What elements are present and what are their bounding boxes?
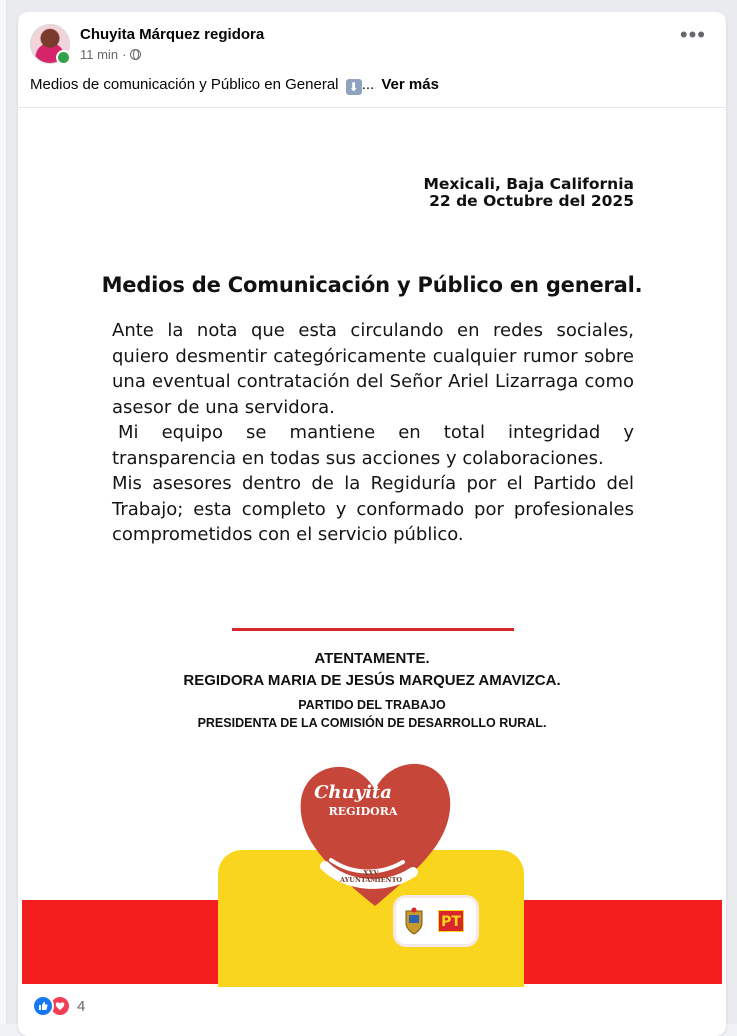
signature-name: REGIDORA MARIA DE JESÚS MARQUEZ AMAVIZCA. bbox=[183, 672, 561, 689]
brand-name: Chuyita bbox=[314, 782, 392, 803]
signature-role: PRESIDENTA DE LA COMISIÓN DE DESARROLLO RURAL. bbox=[197, 716, 547, 730]
post-text bbox=[30, 76, 439, 95]
globe-icon[interactable] bbox=[130, 49, 141, 60]
post-meta bbox=[80, 47, 141, 62]
signature-party: PARTIDO DEL TRABAJO bbox=[298, 698, 446, 712]
body-paragraph: Mi equipo se mantiene en total integridad y transparencia en todas sus acciones y colaboraciones. bbox=[112, 422, 634, 469]
like-icon bbox=[32, 995, 54, 1017]
municipal-crest-icon bbox=[404, 907, 424, 935]
body-paragraph: Ante la nota que esta circulando en redes sociales, quiero desmentir categóricamente cualquier rumor sobre una eventual contratación del Señor Ariel Lizarraga como asesor de una servidora. bbox=[112, 320, 634, 418]
place-date-block bbox=[423, 176, 634, 210]
post-time[interactable]: 11 min bbox=[80, 47, 119, 62]
post-card bbox=[18, 12, 726, 1036]
brand-term bbox=[336, 870, 406, 884]
body-paragraph: Mis asesores dentro de la Regiduría por el Partido del Trabajo; esta completo y conformado por profesionales comprometidos con el servicio público. bbox=[112, 473, 634, 545]
post-footer bbox=[18, 987, 726, 1027]
more-options-icon[interactable]: ••• bbox=[679, 22, 706, 47]
logo-badge bbox=[396, 898, 476, 944]
place-text: Mexicali, Baja California bbox=[423, 175, 634, 193]
down-arrow-emoji-icon: ⬇ bbox=[346, 79, 362, 95]
post-image[interactable] bbox=[18, 107, 726, 988]
heart-logo-icon bbox=[295, 756, 455, 908]
author-name[interactable]: Chuyita Márquez regidora bbox=[80, 26, 265, 43]
reaction-count: 4 bbox=[77, 997, 86, 1015]
brand-subtitle: REGIDORA bbox=[328, 805, 398, 818]
post-text-ellipsis: ... bbox=[361, 76, 375, 93]
document-title: Medios de Comunicación y Público en general. bbox=[101, 273, 643, 297]
online-status-dot bbox=[56, 50, 71, 65]
see-more-link[interactable]: Ver más bbox=[381, 76, 439, 93]
signature-block bbox=[18, 648, 726, 732]
left-column-edge bbox=[0, 0, 7, 1024]
meta-separator: · bbox=[122, 47, 127, 62]
post-text-content: Medios de comunicación y Público en General bbox=[30, 76, 339, 93]
brand-term-label: AYUNTAMIENTO bbox=[339, 876, 403, 884]
red-divider bbox=[232, 628, 514, 631]
document-body bbox=[112, 318, 634, 548]
signature-closing: ATENTAMENTE. bbox=[314, 650, 430, 667]
brand-term-number: XXV bbox=[363, 869, 379, 877]
reaction-summary[interactable] bbox=[32, 995, 85, 1017]
date-text: 22 de Octubre del 2025 bbox=[429, 192, 634, 210]
pt-party-logo: PT bbox=[438, 910, 464, 932]
author-avatar[interactable] bbox=[30, 24, 70, 64]
post-header bbox=[18, 12, 726, 107]
